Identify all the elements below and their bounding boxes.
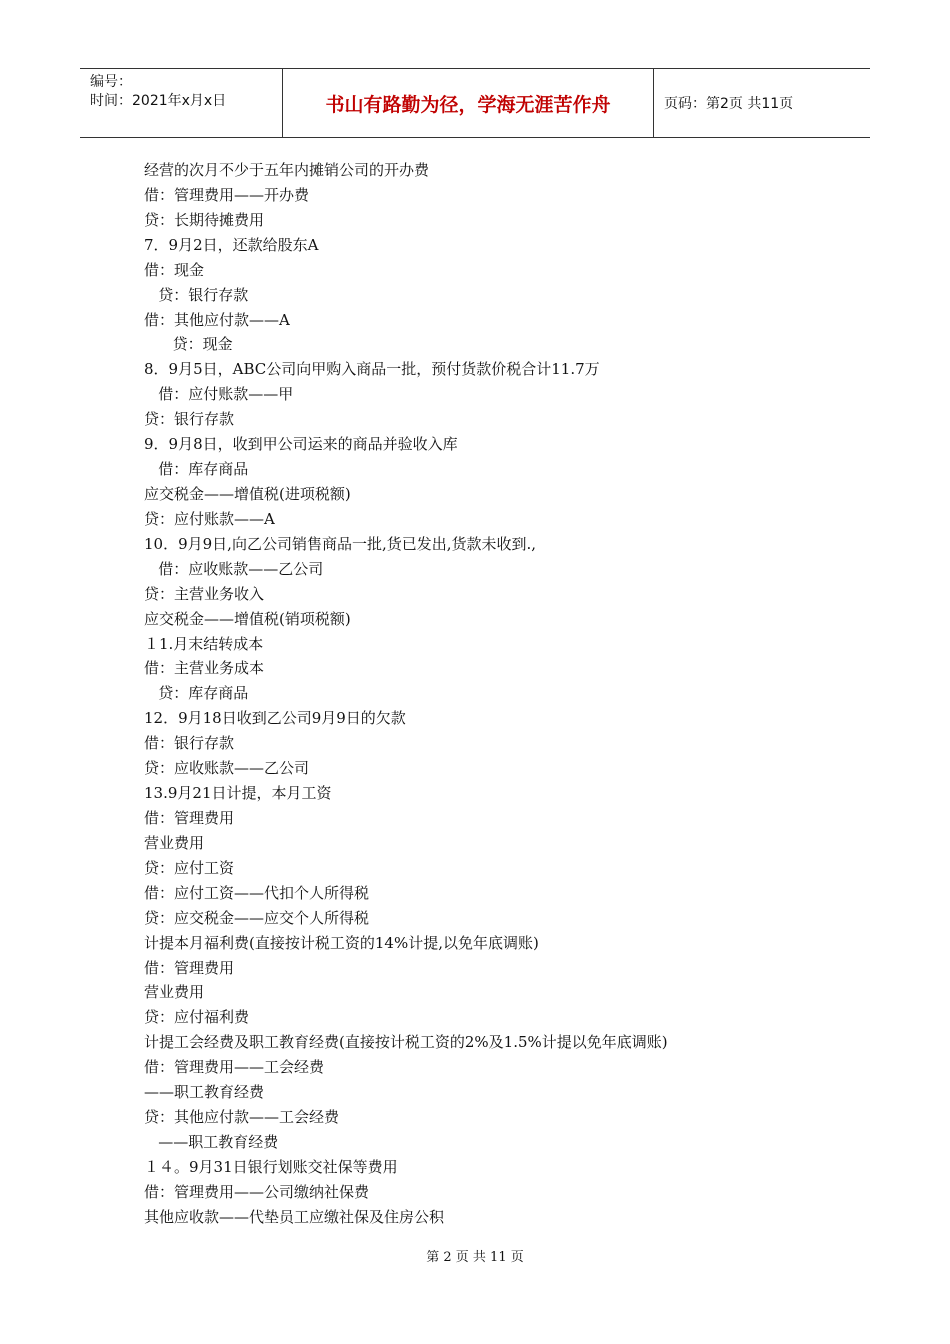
text-line: 借：现金: [144, 260, 205, 279]
text-line: 营业费用: [144, 833, 205, 852]
time-label: 时间：2021年x月x日: [90, 93, 227, 109]
text-line: 贷：应付工资: [144, 858, 235, 877]
text-line: 应交税金——增值税(销项税额): [144, 609, 351, 628]
text-line: 贷：其他应付款——工会经费: [144, 1108, 340, 1127]
header-left-cell: [80, 69, 282, 137]
text-line: 应交税金——增值税(进项税额): [144, 484, 351, 503]
text-line: 贷：应交税金——应交个人所得税: [144, 908, 370, 927]
text-line: 借：管理费用——公司缴纳社保费: [144, 1182, 370, 1201]
text-line: 贷：主营业务收入: [144, 584, 265, 603]
text-line: 计提工会经费及职工教育经费(直接按计税工资的2%及1.5%计提以免年底调账): [144, 1033, 668, 1052]
text-line: 贷：库存商品: [144, 684, 249, 703]
text-line: 贷：应付福利费: [144, 1008, 250, 1027]
text-line: 营业费用: [144, 983, 205, 1002]
text-line: 贷：现金: [144, 335, 233, 354]
page-header: [80, 68, 870, 138]
text-line: １４。9月31日银行划账交社保等费用: [144, 1157, 398, 1176]
text-line: 12．9月18日收到乙公司9月9日的欠款: [144, 709, 406, 728]
text-line: 借：银行存款: [144, 734, 235, 753]
text-line: 借：管理费用——开办费: [144, 185, 310, 204]
text-line: 借：库存商品: [144, 460, 249, 479]
text-line: 借：应付账款——甲: [144, 385, 294, 404]
page-info: 页码：第2页 共11页: [664, 96, 794, 112]
document-body: [144, 158, 804, 1230]
text-line: 9．9月8日，收到甲公司运来的商品并验收入库: [144, 435, 458, 454]
text-line: 贷：长期待摊费用: [144, 210, 265, 229]
text-line: 借：管理费用——工会经费: [144, 1058, 325, 1077]
text-line: 7．9月2日，还款给股东A: [144, 235, 319, 254]
text-line: 贷：银行存款: [144, 285, 249, 304]
text-line: 经营的次月不少于五年内摊销公司的开办费: [144, 161, 430, 179]
text-line: ——职工教育经费: [144, 1132, 279, 1151]
text-line: 计提本月福利费(直接按计税工资的14%计提,以免年底调账): [144, 933, 539, 952]
text-line: 其他应收款——代垫员工应缴社保及住房公积: [144, 1207, 445, 1226]
text-line: 10．9月9日,向乙公司销售商品一批,货已发出,货款未收到.,: [144, 534, 537, 553]
motto: 书山有路勤为径，学海无涯苦作舟: [282, 69, 654, 137]
page-footer: 第 2 页 共 11 页: [426, 1250, 524, 1265]
text-line: 借：应付工资——代扣个人所得税: [144, 883, 370, 902]
text-line: 13.9月21日计提，本月工资: [144, 784, 332, 803]
text-line: 贷：应付账款——A: [144, 509, 275, 528]
text-line: ——职工教育经费: [144, 1083, 265, 1102]
text-line: 借：管理费用: [144, 958, 235, 977]
text-line: 借：管理费用: [144, 808, 235, 827]
text-line: 借：主营业务成本: [144, 659, 265, 678]
text-line: 借：应收账款——乙公司: [144, 559, 324, 578]
text-line: 贷：应收账款——乙公司: [144, 759, 310, 778]
text-line: 贷：银行存款: [144, 410, 235, 429]
text-line: 8．9月5日，ABC公司向甲购入商品一批，预付货款价税合计11.7万: [144, 360, 600, 379]
number-label: 编号：: [90, 74, 132, 90]
text-line: 借：其他应付款——A: [144, 310, 290, 329]
text-line: １1.月末结转成本: [144, 634, 264, 653]
